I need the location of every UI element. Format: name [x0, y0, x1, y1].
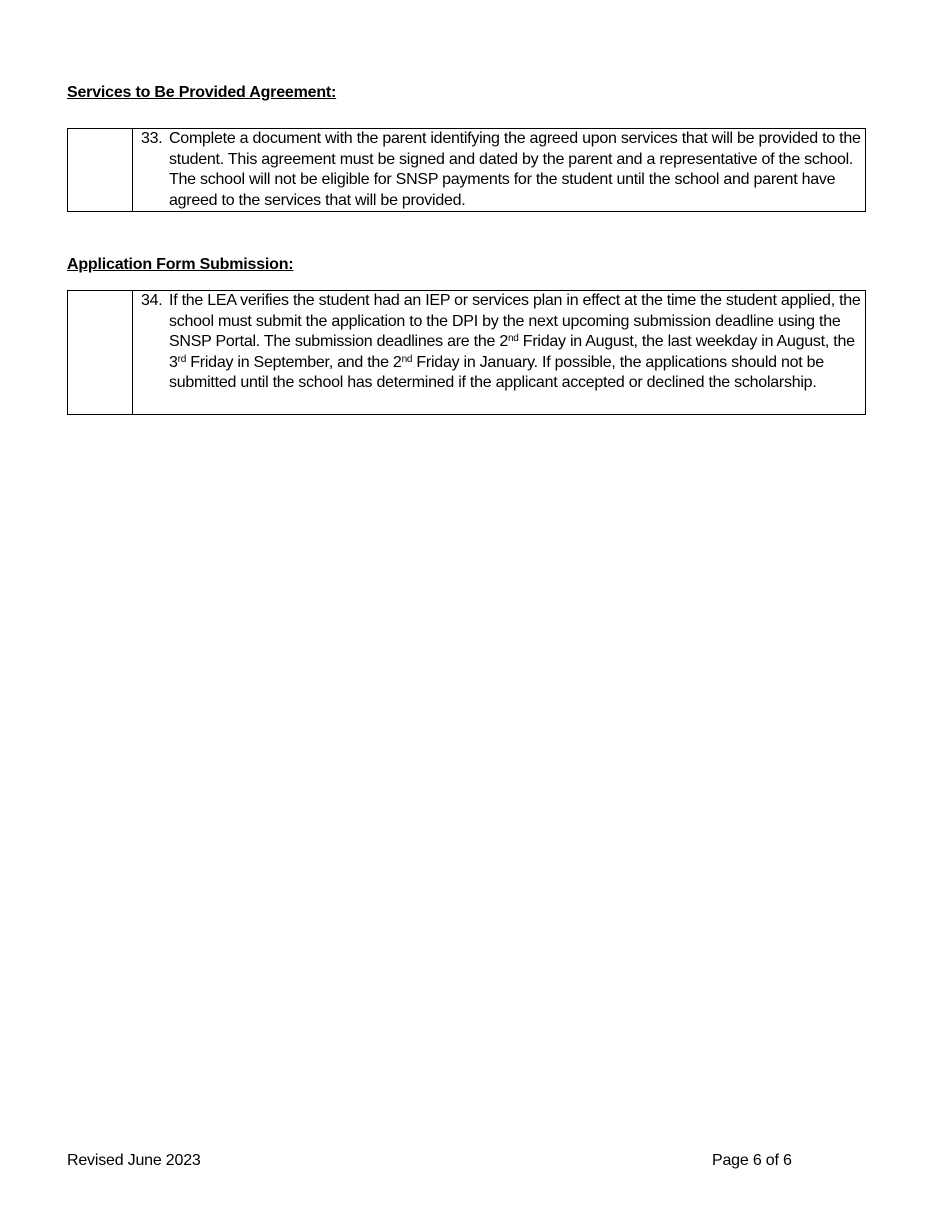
- footer-revised-date: Revised June 2023: [67, 1152, 201, 1169]
- checkbox-cell[interactable]: [68, 291, 133, 414]
- item-number: 33.: [141, 130, 163, 147]
- item-text-cell: [133, 291, 865, 414]
- footer-page-number: Page 6 of 6: [712, 1152, 792, 1169]
- item-number: 34.: [141, 292, 163, 309]
- checklist-item-33: [67, 128, 866, 212]
- checkbox-cell[interactable]: [68, 129, 133, 211]
- item-description: If the LEA verifies the student had an IEP or services plan in effect at the time the student applied, the school must submit the application to the DPI by the next upcoming submission deadline using the SNSP Portal. The submission deadlines are the 2nd Friday in August, the last weekday in August, the 3rd Friday in September, and the 2nd Friday in January. If possible, the applications should not be submitted until the school has determined if the applicant accepted or declined the scholarship.: [169, 292, 861, 391]
- item-text-cell: [133, 129, 865, 211]
- section-heading-services-agreement: Services to Be Provided Agreement:: [67, 84, 337, 101]
- checklist-item-34: [67, 290, 866, 415]
- section-heading-application-submission: Application Form Submission:: [67, 256, 294, 273]
- item-description: Complete a document with the parent identifying the agreed upon services that will be provided to the student. This agreement must be signed and dated by the parent and a representative of the school. The school will not be eligible for SNSP payments for the student until the school and parent have agreed to the services that will be provided.: [169, 130, 861, 209]
